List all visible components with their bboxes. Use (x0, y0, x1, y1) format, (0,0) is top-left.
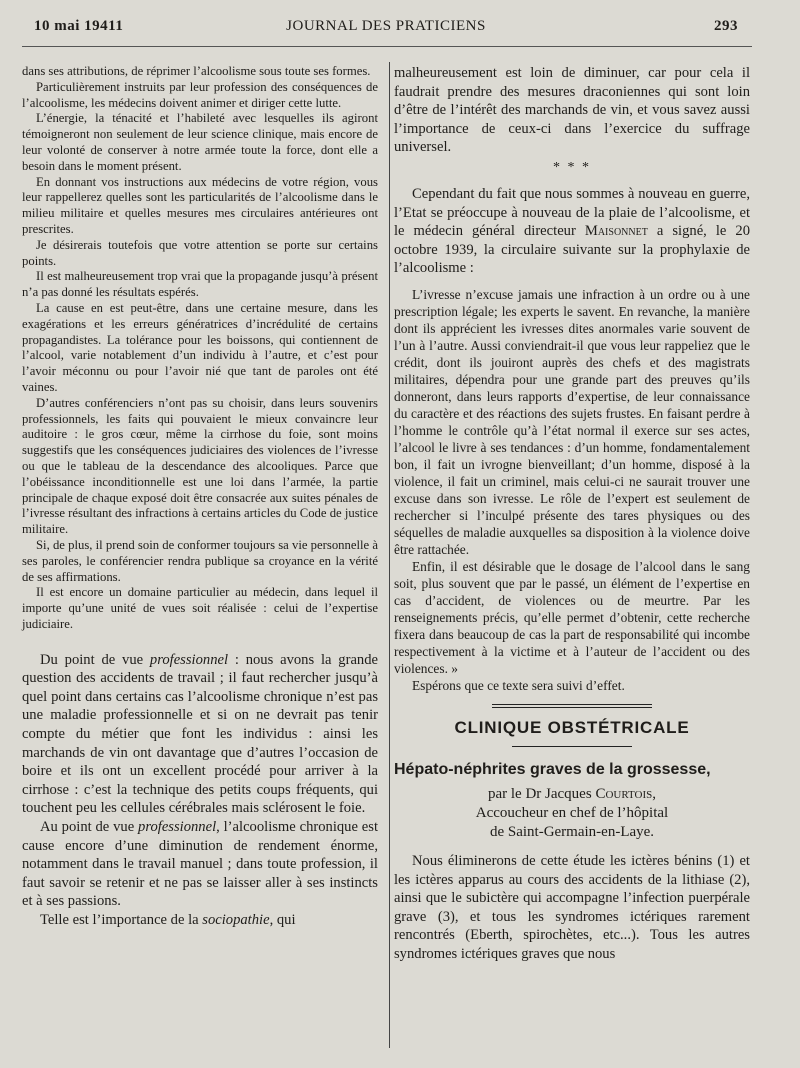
paragraph: Du point de vue professionnel : nous avons la grande question des accidents de travail ; il faut rechercher jusqu’à quel point dans certains cas l’alcoolisme chronique n’est pas une maladie professionnelle et si on ne devrait pas tenir compte du métier que font les individus : ainsi les marchands de vin ont davantage que d’autres l’occasion de boire et ils ont un excellent procédé pour arriver à la cirrhose : c’est la technique des petits coups fréquents, qui touchent peu les cellules cérébrales mais sclérosent le foie. (22, 651, 378, 817)
paragraph: malheureusement est loin de diminuer, car pour cela il faudrait prendre des mesures draconiennes qui sont loin d’être de l’intérêt des marchands de vin, et vous savez aussi l’importance de ceux-ci dans l’exercice du suffrage universel. (394, 65, 750, 156)
body-text (394, 64, 750, 157)
section-ornament: * * * (553, 159, 591, 175)
paragraph: Espérons que ce texte sera suivi d’effet. (412, 677, 625, 693)
byline: par le Dr Jacques Courtois, Accoucheur en chef de l’hôpital de Saint-Germain-en-Laye. (475, 785, 669, 840)
column-divider (389, 62, 390, 1048)
double-rule (492, 704, 652, 708)
header-rule (22, 46, 752, 47)
running-header (34, 18, 738, 40)
paragraph: Si, de plus, il prend soin de conformer toujours sa vie personnelle à ses paroles, le conférencier rendra publique sa croyance en la vérité de ses affirmations. (22, 537, 378, 584)
journal-title: JOURNAL DES PRATICIENS (286, 18, 486, 34)
paragraph: Je désirerais toutefois que votre attention se porte sur certains points. (22, 237, 378, 268)
issue-date: 10 mai 19411 (34, 18, 124, 34)
quoted-circular (394, 286, 750, 694)
right-column (394, 64, 750, 964)
page-number: 293 (714, 18, 738, 34)
left-column (22, 64, 378, 930)
article-title: Hépato-néphrites graves de la grossesse, (394, 760, 711, 778)
paragraph: Il est malheureusement trop vrai que la propagande jusqu’à présent n’a pas donné les résultats espérés. (22, 269, 378, 300)
body-text (22, 651, 378, 930)
section-rule (512, 746, 632, 747)
paragraph: Nous éliminerons de cette étude les ictères bénins (1) et les ictères apparus au cours des accidents de la lithiase (2), ainsi que le subictère qui accompagne l’infection puerpérale grave (3), et tous les syndromes ictériques rarement rencontrés (Eberth, spirochètes, etc...). Tous les autres syndromes ictériques graves que nous (394, 852, 750, 962)
paragraph: dans ses attributions, de réprimer l’alcoolisme sous toute ses formes. (22, 64, 371, 78)
circular-text (22, 64, 378, 633)
paragraph: Il est encore un domaine particulier au médecin, dans lequel il importe qu’une unité de vues soit réalisée : celui de l’expertise judiciaire. (22, 585, 378, 631)
section-title: CLINIQUE OBSTÉTRICALE (454, 717, 690, 737)
paragraph: D’autres conférenciers n’ont pas su choisir, dans leurs souvenirs professionnels, les faits qui pouvaient le mieux convaincre leur auditoire : le gros cœur, même la cirrhose du foie, sont moins suggestifs que les conséquences judiciaires des violences de l’ivresse ou que le tableau de la descendance des alcooliques. Parce que l’obéissance inconditionnelle est une loi dans l’armée, la partie principale de chaque exposé doit être consacrée aux suites pénales de l’ivresse résultant des infractions à certains articles du Code de justice militaire. (22, 395, 378, 537)
paragraph: L’énergie, la ténacité et l’habileté avec lesquelles ils agiront témoigneront non seulement de leur science clinique, mais encore de leur volonté de conserver à notre armée toute la force, dont elle a besoin dans le moment présent. (22, 111, 378, 173)
paragraph: Particulièrement instruits par leur profession des conséquences de l’alcoolisme, les médecins doivent animer et diriger cette lutte. (22, 79, 378, 110)
paragraph: Enfin, il est désirable que le dosage de l’alcool dans le sang soit, plus souvent que par le passé, un élément de l’expertise en cas d’accident, de violences ou de meurtre. Par les renseignements précis, qu’elle permet d’obtenir, cette recherche fixera dans beaucoup de cas la part de responsabilité qui incombe respectivement à la victime et à l’auteur de l’accident ou des violences. » (394, 558, 750, 676)
paragraph: En donnant vos instructions aux médecins de votre région, vous leur rappellerez quelles sont les particularités de l’alcoolisme dans le milieu militaire et quelles mesures mes circulaires antérieures ont prescrites. (22, 174, 378, 236)
paragraph: Telle est l’importance de la sociopathie, qui (40, 912, 296, 928)
paragraph: L’ivresse n’excuse jamais une infraction à un ordre ou à une prescription légale; les experts le savent. En revanche, la manière dont ils apprécient les ivresses dites anormales varie souvent de l’un à l’autre. Aussi conviendrait-il que vous leur rappeliez que le crédit, dont ils jouiront auprès des chefs et des magistrats militaires, dépendra pour une grande part des preuves qu’ils donneront, dans leurs rapports d’expertise, de leur connaissance du caractère et des réactions des sujets frustes. En faisant perdre à l’homme le contrôle qu’à l’état normal il exerce sur ses actes, l’alcool le livre à ses tendances : d’un homme, fondamentalement bon, il fait un ivrogne bienveillant; d’un homme, disposé à la violence, il fait un criminel, mais celui-ci ne saurait trouver une excuse dans son ivresse. Le rôle de l’expert est seulement de rechercher si l’inculpé présente des tares physiques ou des séquelles de maladie auxquelles sa disposition à la violence doive être rattachée. (394, 286, 750, 557)
paragraph: Au point de vue professionnel, l’alcoolisme chronique est cause encore d’une diminution de rendement énorme, notamment dans le travail manuel ; dans toute profession, il faut savoir se retenir et ne pas se laisser aller à ses instincts et à ses passions. (22, 819, 378, 910)
paragraph: La cause en est peut-être, dans une certaine mesure, dans les exagérations et les erreurs génératrices d’incrédulité de certains propagandistes. La tolérance pour les boissons, qui contiennent de l’alcool, varie notablement d’un individu à l’autre, et c’est pour l’avoir méconnu ou pour l’avoir nié que tant de paroles ont été vaines. (22, 300, 378, 394)
paragraph: Cependant du fait que nous sommes à nouveau en guerre, l’Etat se préoccupe à nouveau de la plaie de l’alcoolisme, et le médecin général directeur Maisonnet a signé, le 20 octobre 1939, la circulaire suivante sur la prophylaxie de l’alcoolisme : (394, 185, 750, 277)
